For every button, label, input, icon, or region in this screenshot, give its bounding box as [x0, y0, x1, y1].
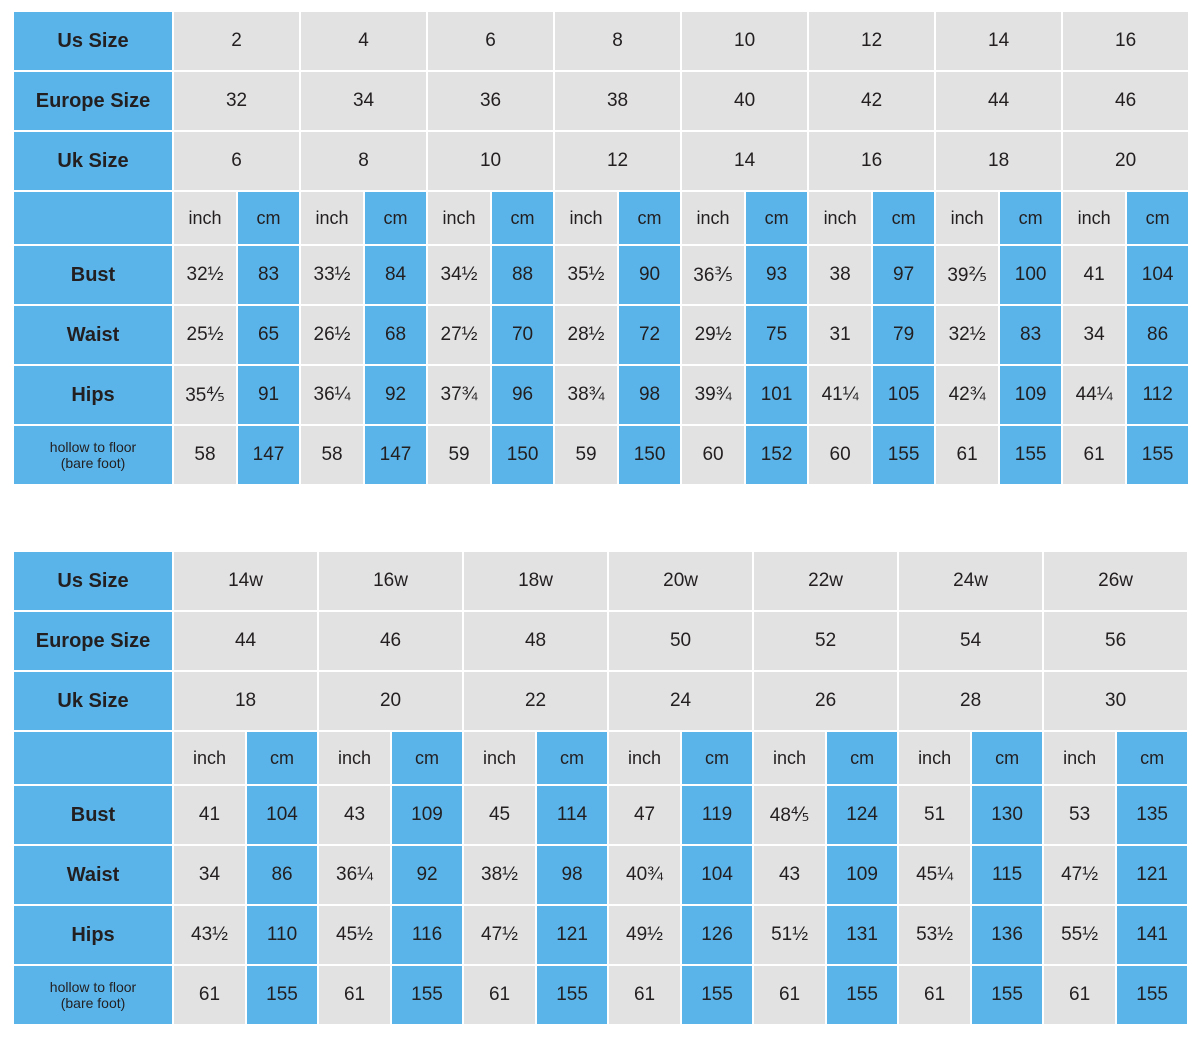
- hips-inch: 43½: [173, 905, 246, 965]
- hollow-inch: 61: [935, 425, 999, 485]
- table-row-bust: [13, 245, 1189, 305]
- bust-cm: 93: [745, 245, 808, 305]
- hollow-cm: 150: [618, 425, 681, 485]
- unit-inch: inch: [1062, 191, 1126, 245]
- waist-inch: 40¾: [608, 845, 681, 905]
- unit-cm: cm: [1116, 731, 1188, 785]
- table-row-us-size: [13, 11, 1189, 71]
- hollow-inch: 61: [608, 965, 681, 1025]
- hollow-cm: 155: [681, 965, 753, 1025]
- bust-cm: 100: [999, 245, 1062, 305]
- uk-size-cell: 14: [681, 131, 808, 191]
- uk-size-cell: 12: [554, 131, 681, 191]
- waist-cm: 65: [237, 305, 300, 365]
- europe-size-cell: 44: [173, 611, 318, 671]
- table-row-waist: [13, 845, 1188, 905]
- unit-cm: cm: [391, 731, 463, 785]
- bust-inch: 35½: [554, 245, 618, 305]
- unit-cm: cm: [618, 191, 681, 245]
- bust-cm: 114: [536, 785, 608, 845]
- us-size-cell: 12: [808, 11, 935, 71]
- unit-inch: inch: [173, 731, 246, 785]
- bust-cm: 124: [826, 785, 898, 845]
- hollow-inch: 61: [898, 965, 971, 1025]
- hips-cm: 141: [1116, 905, 1188, 965]
- waist-inch: 26½: [300, 305, 364, 365]
- us-size-cell: 14w: [173, 551, 318, 611]
- hollow-inch: 60: [681, 425, 745, 485]
- europe-size-cell: 32: [173, 71, 300, 131]
- hollow-cm: 155: [999, 425, 1062, 485]
- hips-inch: 37¾: [427, 365, 491, 425]
- bust-inch: 36⅗: [681, 245, 745, 305]
- waist-inch: 31: [808, 305, 872, 365]
- hips-cm: 110: [246, 905, 318, 965]
- row-label-bust: Bust: [13, 785, 173, 845]
- bust-cm: 97: [872, 245, 935, 305]
- row-label-us-size: Us Size: [13, 11, 173, 71]
- hollow-inch: 58: [300, 425, 364, 485]
- waist-cm: 75: [745, 305, 808, 365]
- bust-inch: 43: [318, 785, 391, 845]
- hips-inch: 41¼: [808, 365, 872, 425]
- hollow-inch: 61: [318, 965, 391, 1025]
- hips-inch: 45½: [318, 905, 391, 965]
- europe-size-cell: 38: [554, 71, 681, 131]
- us-size-cell: 24w: [898, 551, 1043, 611]
- hips-cm: 116: [391, 905, 463, 965]
- hollow-cm: 155: [246, 965, 318, 1025]
- unit-inch: inch: [318, 731, 391, 785]
- waist-inch: 34: [173, 845, 246, 905]
- table-row-uk-size: [13, 131, 1189, 191]
- unit-inch: inch: [935, 191, 999, 245]
- unit-cm: cm: [681, 731, 753, 785]
- hollow-inch: 61: [1062, 425, 1126, 485]
- uk-size-cell: 26: [753, 671, 898, 731]
- hollow-cm: 155: [872, 425, 935, 485]
- us-size-cell: 20w: [608, 551, 753, 611]
- uk-size-cell: 6: [173, 131, 300, 191]
- hollow-inch: 59: [554, 425, 618, 485]
- hollow-cm: 155: [1116, 965, 1188, 1025]
- europe-size-cell: 46: [1062, 71, 1189, 131]
- waist-cm: 86: [246, 845, 318, 905]
- table-row-hollow-to-floor: [13, 965, 1188, 1025]
- table-row-units: [13, 191, 1189, 245]
- us-size-cell: 8: [554, 11, 681, 71]
- hollow-cm: 150: [491, 425, 554, 485]
- hips-inch: 35⅘: [173, 365, 237, 425]
- table-row-waist: [13, 305, 1189, 365]
- hollow-inch: 61: [753, 965, 826, 1025]
- waist-cm: 109: [826, 845, 898, 905]
- waist-cm: 79: [872, 305, 935, 365]
- unit-cm: cm: [237, 191, 300, 245]
- hips-inch: 51½: [753, 905, 826, 965]
- unit-cm: cm: [872, 191, 935, 245]
- waist-inch: 36¼: [318, 845, 391, 905]
- bust-cm: 104: [246, 785, 318, 845]
- europe-size-cell: 44: [935, 71, 1062, 131]
- waist-inch: 28½: [554, 305, 618, 365]
- hollow-label-line1: hollow to floor: [49, 438, 137, 455]
- hollow-cm: 147: [364, 425, 427, 485]
- row-label-hips: Hips: [13, 905, 173, 965]
- uk-size-cell: 22: [463, 671, 608, 731]
- us-size-cell: 4: [300, 11, 427, 71]
- uk-size-cell: 24: [608, 671, 753, 731]
- unit-cm: cm: [999, 191, 1062, 245]
- europe-size-cell: 56: [1043, 611, 1188, 671]
- hips-cm: 96: [491, 365, 554, 425]
- unit-cm: cm: [745, 191, 808, 245]
- hips-inch: 55½: [1043, 905, 1116, 965]
- europe-size-cell: 34: [300, 71, 427, 131]
- bust-cm: 135: [1116, 785, 1188, 845]
- bust-inch: 38: [808, 245, 872, 305]
- hips-inch: 49½: [608, 905, 681, 965]
- table-separator: [12, 486, 1188, 550]
- unit-inch: inch: [681, 191, 745, 245]
- unit-cm: cm: [246, 731, 318, 785]
- unit-inch: inch: [554, 191, 618, 245]
- hollow-inch: 59: [427, 425, 491, 485]
- unit-inch: inch: [1043, 731, 1116, 785]
- waist-cm: 115: [971, 845, 1043, 905]
- hips-inch: 44¼: [1062, 365, 1126, 425]
- unit-inch: inch: [753, 731, 826, 785]
- us-size-cell: 10: [681, 11, 808, 71]
- waist-cm: 121: [1116, 845, 1188, 905]
- hips-inch: 53½: [898, 905, 971, 965]
- europe-size-cell: 46: [318, 611, 463, 671]
- hips-inch: 47½: [463, 905, 536, 965]
- hollow-inch: 61: [173, 965, 246, 1025]
- bust-inch: 48⅘: [753, 785, 826, 845]
- bust-cm: 83: [237, 245, 300, 305]
- table-row-hollow-to-floor: [13, 425, 1189, 485]
- bust-cm: 119: [681, 785, 753, 845]
- unit-cm: cm: [1126, 191, 1189, 245]
- table-row-europe-size: [13, 71, 1189, 131]
- us-size-cell: 14: [935, 11, 1062, 71]
- waist-cm: 104: [681, 845, 753, 905]
- bust-inch: 45: [463, 785, 536, 845]
- waist-cm: 68: [364, 305, 427, 365]
- bust-inch: 53: [1043, 785, 1116, 845]
- waist-inch: 25½: [173, 305, 237, 365]
- hips-cm: 98: [618, 365, 681, 425]
- hips-inch: 39¾: [681, 365, 745, 425]
- hips-cm: 136: [971, 905, 1043, 965]
- unit-cm: cm: [971, 731, 1043, 785]
- us-size-cell: 6: [427, 11, 554, 71]
- bust-inch: 41: [173, 785, 246, 845]
- unit-cm: cm: [364, 191, 427, 245]
- bust-inch: 47: [608, 785, 681, 845]
- unit-inch: inch: [173, 191, 237, 245]
- hollow-cm: 155: [971, 965, 1043, 1025]
- hollow-label-line2: (bare foot): [60, 995, 126, 1011]
- uk-size-cell: 18: [935, 131, 1062, 191]
- row-label-hips: Hips: [13, 365, 173, 425]
- us-size-cell: 2: [173, 11, 300, 71]
- uk-size-cell: 28: [898, 671, 1043, 731]
- hips-inch: 36¼: [300, 365, 364, 425]
- hips-cm: 109: [999, 365, 1062, 425]
- table-row-hips: [13, 365, 1189, 425]
- uk-size-cell: 8: [300, 131, 427, 191]
- row-label-uk-size: Uk Size: [13, 131, 173, 191]
- us-size-cell: 22w: [753, 551, 898, 611]
- row-label-europe-size: Europe Size: [13, 611, 173, 671]
- row-label-europe-size: Europe Size: [13, 71, 173, 131]
- row-label-bust: Bust: [13, 245, 173, 305]
- waist-cm: 86: [1126, 305, 1189, 365]
- uk-size-cell: 20: [1062, 131, 1189, 191]
- bust-inch: 39⅖: [935, 245, 999, 305]
- waist-inch: 32½: [935, 305, 999, 365]
- us-size-cell: 16w: [318, 551, 463, 611]
- unit-inch: inch: [608, 731, 681, 785]
- table-row-uk-size: [13, 671, 1188, 731]
- hollow-cm: 155: [391, 965, 463, 1025]
- waist-inch: 38½: [463, 845, 536, 905]
- unit-cm: cm: [826, 731, 898, 785]
- europe-size-cell: 54: [898, 611, 1043, 671]
- bust-inch: 32½: [173, 245, 237, 305]
- hips-cm: 131: [826, 905, 898, 965]
- unit-cm: cm: [491, 191, 554, 245]
- row-label-us-size: Us Size: [13, 551, 173, 611]
- unit-inch: inch: [427, 191, 491, 245]
- uk-size-cell: 18: [173, 671, 318, 731]
- waist-cm: 72: [618, 305, 681, 365]
- hollow-cm: 147: [237, 425, 300, 485]
- waist-cm: 98: [536, 845, 608, 905]
- unit-cm: cm: [536, 731, 608, 785]
- unit-inch: inch: [898, 731, 971, 785]
- hips-inch: 38¾: [554, 365, 618, 425]
- europe-size-cell: 36: [427, 71, 554, 131]
- hollow-inch: 58: [173, 425, 237, 485]
- uk-size-cell: 20: [318, 671, 463, 731]
- unit-inch: inch: [808, 191, 872, 245]
- hollow-inch: 60: [808, 425, 872, 485]
- table-row-bust: [13, 785, 1188, 845]
- hollow-label-line1: hollow to floor: [49, 978, 137, 995]
- waist-inch: 45¼: [898, 845, 971, 905]
- bust-inch: 51: [898, 785, 971, 845]
- europe-size-cell: 42: [808, 71, 935, 131]
- hips-inch: 42¾: [935, 365, 999, 425]
- europe-size-cell: 52: [753, 611, 898, 671]
- uk-size-cell: 10: [427, 131, 554, 191]
- bust-cm: 130: [971, 785, 1043, 845]
- hips-cm: 112: [1126, 365, 1189, 425]
- bust-inch: 41: [1062, 245, 1126, 305]
- hollow-cm: 155: [536, 965, 608, 1025]
- hips-cm: 92: [364, 365, 427, 425]
- bust-cm: 109: [391, 785, 463, 845]
- europe-size-cell: 50: [608, 611, 753, 671]
- unit-inch: inch: [463, 731, 536, 785]
- units-row-corner: [13, 731, 173, 785]
- us-size-cell: 16: [1062, 11, 1189, 71]
- europe-size-cell: 40: [681, 71, 808, 131]
- waist-inch: 29½: [681, 305, 745, 365]
- hollow-inch: 61: [1043, 965, 1116, 1025]
- waist-cm: 83: [999, 305, 1062, 365]
- europe-size-cell: 48: [463, 611, 608, 671]
- row-label-uk-size: Uk Size: [13, 671, 173, 731]
- bust-inch: 33½: [300, 245, 364, 305]
- bust-cm: 90: [618, 245, 681, 305]
- table-row-us-size: [13, 551, 1188, 611]
- hollow-cm: 155: [1126, 425, 1189, 485]
- units-row-corner: [13, 191, 173, 245]
- row-label-waist: Waist: [13, 845, 173, 905]
- uk-size-cell: 30: [1043, 671, 1188, 731]
- hollow-inch: 61: [463, 965, 536, 1025]
- hips-cm: 126: [681, 905, 753, 965]
- hollow-label-line2: (bare foot): [60, 455, 126, 471]
- hollow-cm: 152: [745, 425, 808, 485]
- unit-inch: inch: [300, 191, 364, 245]
- bust-cm: 84: [364, 245, 427, 305]
- hollow-cm: 155: [826, 965, 898, 1025]
- row-label-hollow-to-floor: [13, 425, 173, 485]
- waist-inch: 34: [1062, 305, 1126, 365]
- waist-inch: 27½: [427, 305, 491, 365]
- waist-cm: 92: [391, 845, 463, 905]
- waist-inch: 47½: [1043, 845, 1116, 905]
- hips-cm: 105: [872, 365, 935, 425]
- us-size-cell: 18w: [463, 551, 608, 611]
- bust-cm: 88: [491, 245, 554, 305]
- bust-cm: 104: [1126, 245, 1189, 305]
- uk-size-cell: 16: [808, 131, 935, 191]
- row-label-waist: Waist: [13, 305, 173, 365]
- waist-cm: 70: [491, 305, 554, 365]
- us-size-cell: 26w: [1043, 551, 1188, 611]
- plus-size-table: [12, 550, 1189, 1026]
- table-row-units: [13, 731, 1188, 785]
- bust-inch: 34½: [427, 245, 491, 305]
- standard-size-table: [12, 10, 1190, 486]
- hips-cm: 91: [237, 365, 300, 425]
- hips-cm: 121: [536, 905, 608, 965]
- hips-cm: 101: [745, 365, 808, 425]
- waist-inch: 43: [753, 845, 826, 905]
- row-label-hollow-to-floor: [13, 965, 173, 1025]
- table-row-europe-size: [13, 611, 1188, 671]
- table-row-hips: [13, 905, 1188, 965]
